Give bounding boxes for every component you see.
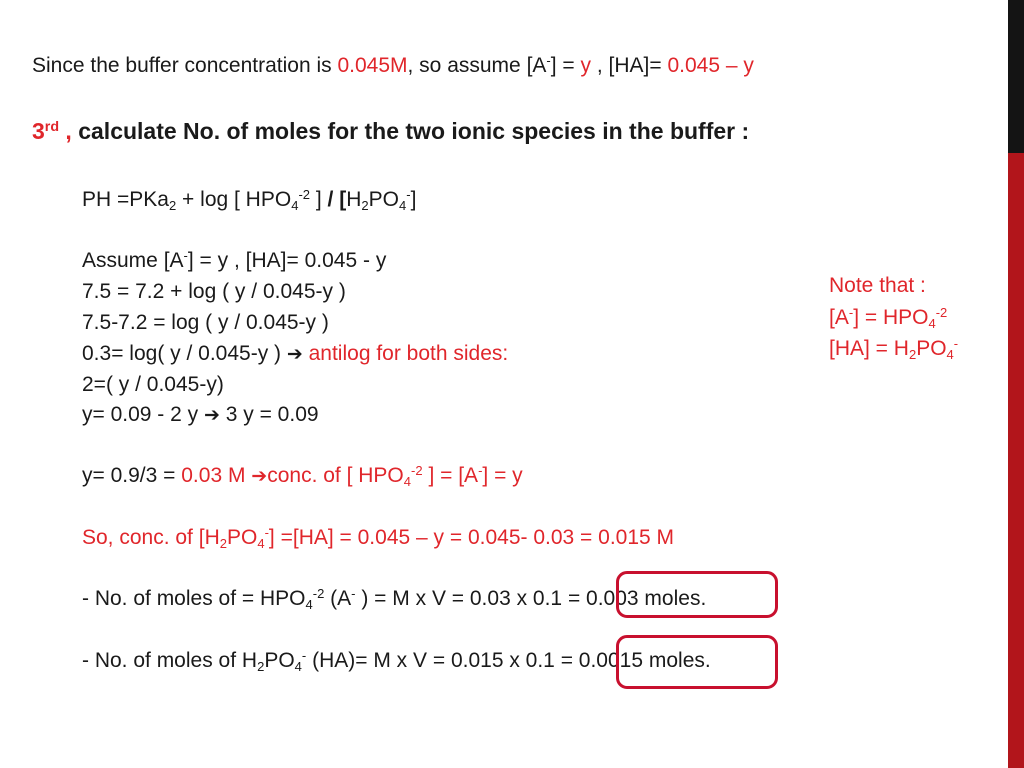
henderson-equation (82, 187, 416, 213)
eq-sub-c: 2 (361, 198, 369, 214)
title-mid: , so assume [A (407, 54, 547, 77)
moles2-answer: 0.0015 moles. (578, 649, 711, 672)
so-sub2: 4 (257, 536, 265, 552)
note2-sub2: 4 (946, 347, 954, 363)
result-sub: 4 (403, 474, 412, 490)
eq-part-e: PO (368, 188, 399, 211)
moles1-c: ) = M x V = 0.03 x 0.1 = (355, 587, 587, 610)
eq-sub-d: 4 (398, 198, 407, 214)
note1-sub: 4 (928, 316, 936, 332)
result-red2: conc. of [ HPO (267, 464, 404, 487)
step3-red: antilog for both sides: (302, 342, 509, 365)
moles1-b: (A (324, 587, 352, 610)
moles-line-1 (82, 586, 706, 612)
note1-sup: - (848, 304, 854, 320)
title-ha: , [HA]= (591, 54, 668, 77)
moles1-sub: 4 (305, 597, 313, 613)
answer-highlight-2 (616, 635, 778, 689)
moles1-sup2: - (351, 585, 356, 601)
result-red4: ] = y (482, 464, 523, 487)
moles2-sup: - (301, 647, 307, 663)
note2-sub: 2 (908, 347, 917, 363)
side-bar-red (1008, 153, 1024, 768)
moles2-c: (HA)= M x V = 0.015 x 0.1 = (306, 649, 579, 672)
so-c: ] =[HA] = 0.045 – y = 0.045- 0.03 = 0.015 M (268, 526, 675, 549)
moles2-a: - No. of moles of H (82, 649, 258, 672)
eq-part-f: ] (410, 188, 417, 211)
result-red1: 0.03 M (181, 464, 252, 487)
title-eq: ] = (550, 54, 581, 77)
step3-text: 0.3= log( y / 0.045-y ) (82, 342, 287, 365)
heading-number: 3 (32, 118, 45, 144)
eq-sup-a: -2 (298, 186, 311, 202)
note2-b: PO (916, 337, 947, 360)
title-line (32, 53, 754, 79)
moles1-a: - No. of moles of = HPO (82, 587, 306, 610)
note2-sup: - (953, 335, 959, 351)
note2-a: [HA] = H (829, 337, 909, 360)
result-a: y= 0.9/3 = (82, 464, 182, 487)
eq-part-b: + log [ HPO (176, 188, 292, 211)
eq-slash: / [ (327, 188, 347, 211)
step-line-4: 2=( y / 0.045-y) (82, 373, 224, 396)
note1-a: [A (829, 306, 849, 329)
title-ha-expr: 0.045 – y (667, 54, 754, 77)
assume-a: Assume [A (82, 249, 184, 272)
result-y-line (82, 463, 523, 489)
title-prefix: Since the buffer concentration is (32, 54, 338, 77)
result-sup: -2 (411, 462, 423, 478)
heading-comma: , (59, 118, 79, 144)
moles2-b: PO (264, 649, 295, 672)
step-line-2: 7.5-7.2 = log ( y / 0.045-y ) (82, 311, 329, 334)
assume-sup: - (183, 247, 188, 263)
so-conc-line (82, 525, 674, 551)
eq-part-d: H (346, 188, 362, 211)
so-a: So, conc. of [H (82, 526, 220, 549)
assume-b: ] = y , [HA]= 0.045 - y (187, 249, 387, 272)
note-title: Note that : (829, 274, 926, 297)
note1-sup2: -2 (935, 304, 948, 320)
eq-part-a: PH =PKa (82, 188, 169, 211)
step-line-3 (82, 341, 508, 367)
step5-b: 3 y = 0.09 (219, 403, 319, 426)
arrow-icon: ➔ (251, 465, 268, 487)
title-sup: - (546, 52, 551, 68)
heading-text: calculate No. of moles for the two ionic species in the buffer : (78, 118, 750, 144)
arrow-icon: ➔ (203, 404, 220, 426)
eq-sup-b: - (406, 186, 411, 202)
result-sup2: - (478, 462, 483, 478)
arrow-icon: ➔ (286, 343, 303, 365)
answer-highlight-1 (616, 571, 778, 618)
eq-part-c: ] (310, 188, 328, 211)
so-b: PO (226, 526, 258, 549)
side-bar-dark (1008, 0, 1024, 153)
step-line-5 (82, 402, 319, 428)
note-line-2 (829, 336, 958, 362)
eq-sub-a: 2 (168, 198, 177, 214)
moles1-answer: 0.003 moles. (586, 587, 707, 610)
step-line-1: 7.5 = 7.2 + log ( y / 0.045-y ) (82, 280, 346, 303)
moles2-sub1: 2 (257, 659, 265, 675)
step-heading (32, 118, 749, 144)
assume-line (82, 248, 386, 274)
moles1-sup: -2 (312, 585, 325, 601)
note-line-1 (829, 305, 947, 331)
eq-sub-b: 4 (291, 198, 299, 214)
result-red3: ] = [A (422, 464, 479, 487)
moles2-sub2: 4 (294, 659, 302, 675)
title-y: y (580, 54, 592, 77)
so-sub1: 2 (219, 536, 227, 552)
title-conc: 0.045M (337, 54, 408, 77)
step5-a: y= 0.09 - 2 y (82, 403, 204, 426)
heading-ordinal: rd (44, 119, 60, 136)
so-sup: - (264, 524, 269, 540)
note1-b: ] = HPO (853, 306, 929, 329)
